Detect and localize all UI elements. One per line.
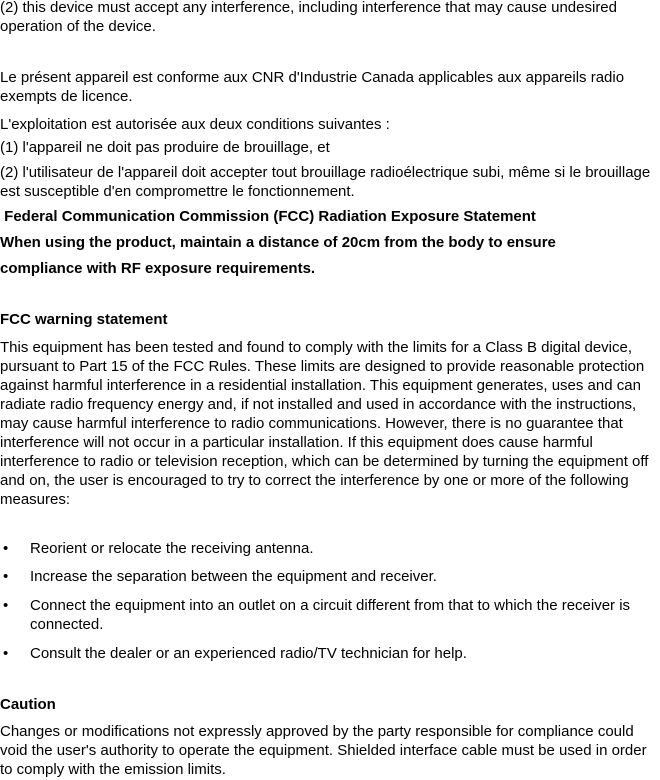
caution-body: Changes or modifications not expressly approved by the party responsible for compliance could void the user's authority to operate the equipment. Shielded interface cable must be used in order to comply with the emission limits.	[0, 723, 647, 778]
ic-compliance-fr: Le présent appareil est conforme aux CNR d'Industrie Canada applicables aux appareils radio exempts de licence.	[0, 69, 625, 105]
ic-condition-2-fr: (2) l'utilisateur de l'appareil doit accepter tout brouillage radioélectrique subi, même si le brouillage est susceptible d'en compromettre le fonctionnement.	[0, 164, 651, 200]
fcc-rf-exposure-line-1: When using the product, maintain a distance of 20cm from the body to ensure	[0, 234, 556, 251]
fcc-warning-body: This equipment has been tested and found to comply with the limits for a Class B digital device, pursuant to Part 15 of the FCC Rules. These limits are designed to provide reasonable protection against harmful interference in a residential installation. This equipment generates, uses and can radiate radio frequency energy and, if not installed and used in accordance with the instructions, may cause harmful interference to radio communications. However, there is no guarantee that interference will not occur in a particular installation. If this equipment does cause harmful interference to radio or television reception, which can be determined by turning the equipment off and on, the user is encouraged to try to correct the interference by one or more of the following measures:	[0, 339, 649, 508]
measure-text: Connect the equipment into an outlet on a circuit different from that to which the receiver is connected.	[30, 597, 631, 633]
bullet-icon: •	[3, 597, 9, 614]
measure-text: Reorient or relocate the receiving antenna.	[30, 540, 314, 557]
fcc-rf-exposure-heading: Federal Communication Commission (FCC) Radiation Exposure Statement	[0, 208, 536, 225]
measure-text: Consult the dealer or an experienced radio/TV technician for help.	[30, 645, 467, 662]
interference-clause-2: (2) this device must accept any interference, including interference that may cause undesired operation of the device.	[0, 0, 617, 35]
fcc-rf-exposure-line-2: compliance with RF exposure requirements.	[0, 260, 316, 277]
ic-condition-1-fr: (1) l'appareil ne doit pas produire de brouillage, et	[0, 139, 330, 156]
measure-text: Increase the separation between the equipment and receiver.	[30, 568, 437, 585]
bullet-icon: •	[3, 568, 9, 585]
caution-heading: Caution	[0, 696, 56, 713]
bullet-icon: •	[3, 540, 9, 557]
ic-conditions-fr: L'exploitation est autorisée aux deux conditions suivantes :	[0, 116, 390, 133]
bullet-icon: •	[3, 645, 9, 662]
fcc-warning-heading: FCC warning statement	[0, 311, 168, 328]
